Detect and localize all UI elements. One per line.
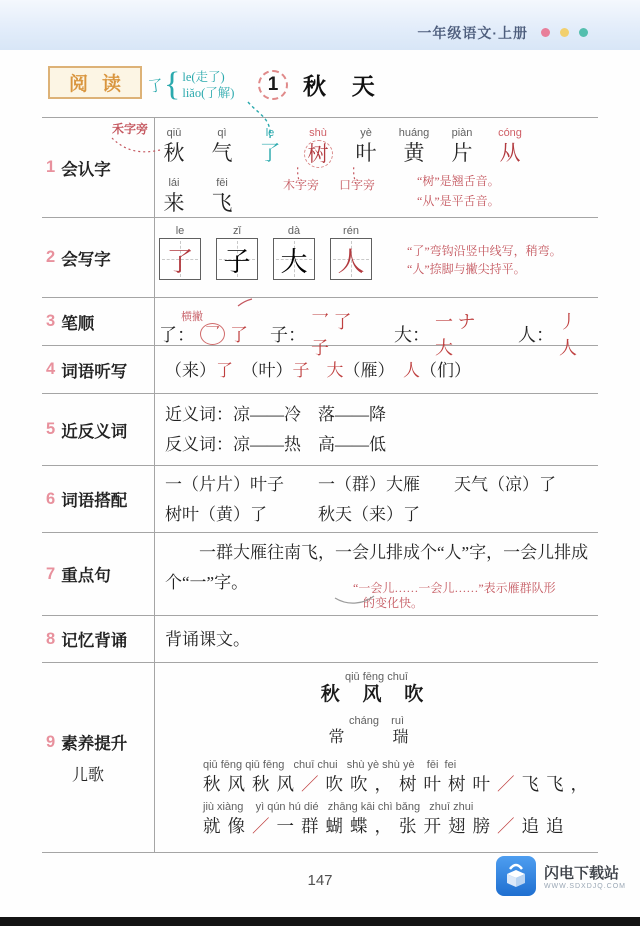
row-label: 记忆背诵 <box>61 632 128 650</box>
stanza-text: 秋风秋风／吹吹，树叶树叶／飞飞， <box>203 774 595 794</box>
row-number: 6 <box>46 489 56 508</box>
row-label: 重点句 <box>61 567 111 585</box>
row-number: 4 <box>46 360 56 378</box>
row-number: 2 <box>46 248 56 266</box>
radical-note-hezipang: 禾字旁 <box>111 122 148 136</box>
header-band <box>0 0 640 50</box>
stroke-sequence: 丿 人 <box>559 312 578 358</box>
summary-table <box>42 117 598 853</box>
title-annotation <box>148 66 234 104</box>
recite-task: 背诵课文。 <box>165 630 250 649</box>
row-content-cell <box>155 346 598 393</box>
row-label-cell <box>42 466 155 532</box>
stroke-group-le <box>159 311 249 347</box>
pinyin-char: yè 叶 <box>355 127 377 165</box>
stroke-head: 大： <box>394 325 431 345</box>
row-content-cell <box>155 118 598 217</box>
row-content-cell <box>155 466 598 532</box>
table-row <box>42 118 598 218</box>
collocation-line-1: 一（片片）叶子 一（群）大雁 天气（凉）了 <box>165 475 556 494</box>
pinyin-char: qiū 秋 <box>163 127 185 165</box>
row-label-cell <box>42 533 155 615</box>
stroke-name-label: 横撇 <box>181 311 203 323</box>
poem-author: 常 瑞 <box>328 729 425 746</box>
watermark-name: 闪电下载站 <box>543 865 619 882</box>
edition-label: 一年级语文·上册 <box>417 25 528 41</box>
synonyms-line: 近义词：凉——冷 落——降 <box>165 405 386 424</box>
write-char-box: le 了 <box>159 224 201 280</box>
dot-yellow <box>560 28 569 37</box>
pinyin-char: cóng 从 <box>498 127 522 165</box>
pinyin-char: qì 气 <box>211 127 233 165</box>
stanza-pinyin: qiū fēng qiū fēng chuī chui shù yè shù yè fēi fei <box>203 759 457 771</box>
table-row <box>42 466 598 533</box>
row-number: 7 <box>46 564 56 583</box>
pronunciation-tip-1: “树”是翘舌音。 <box>417 174 500 188</box>
stroke-head: 子： <box>270 325 307 345</box>
lesson-title-text: 秋 天 <box>303 74 385 99</box>
row-label-cell <box>42 298 155 345</box>
row-label-cell <box>42 663 155 852</box>
row-label: 会认字 <box>61 160 111 179</box>
table-row <box>42 346 598 394</box>
row-label: 素养提升 <box>61 735 128 753</box>
row-content-cell <box>155 394 598 465</box>
row-label: 笔顺 <box>61 314 95 333</box>
stroke-head: 人： <box>518 325 555 345</box>
poem-title: 秋 风 吹 <box>320 684 433 705</box>
row-content-cell <box>155 616 598 662</box>
reading-badge: 阅读 <box>48 66 142 99</box>
row-label: 词语听写 <box>61 362 128 381</box>
row-number: 1 <box>46 158 56 176</box>
bottom-bar <box>0 917 640 926</box>
row-label-cell <box>42 218 155 297</box>
page-number: 147 <box>307 872 333 889</box>
table-row <box>42 298 598 358</box>
lesson-title <box>258 68 385 101</box>
write-char-boxes <box>159 224 372 280</box>
stanza-pinyin: jiù xiàng yì qún hú dié zhāng kāi chì bǎng zhuī zhui <box>203 801 474 813</box>
row-content-cell <box>155 663 598 852</box>
pinyin-char: le 了 <box>259 127 281 165</box>
row-label-cell <box>42 346 155 393</box>
write-char-box: rén 人 <box>330 224 372 280</box>
poem-author-pinyin: cháng ruì <box>348 715 405 727</box>
row-number: 5 <box>46 420 56 438</box>
pinyin-char: piàn 片 <box>451 127 473 165</box>
table-row <box>42 616 598 663</box>
recognize-chars-line1 <box>159 126 525 168</box>
dictation-words: （来）了 （叶）子 大（雁） 人（们） <box>165 361 471 380</box>
recognize-chars-line2 <box>159 176 237 216</box>
writing-tip-2: “人”捺脚与撇尖持平。 <box>407 262 526 276</box>
table-row <box>42 533 598 616</box>
watermark-url: WWW.SDXDJQ.COM <box>543 883 626 890</box>
row-content-cell <box>155 533 598 615</box>
table-row <box>42 394 598 466</box>
radical-note-kouzipang: 口字旁 <box>339 178 376 192</box>
write-char-box: dà 大 <box>273 224 315 280</box>
poem-stanza-2 <box>203 801 571 839</box>
writing-tip-1: “了”弯钩沿竖中线写，稍弯。 <box>407 244 562 258</box>
row-number: 8 <box>46 629 56 648</box>
circled-first-stroke: 乛 <box>200 323 225 345</box>
antonyms-line: 反义词：凉——热 高——低 <box>165 435 386 454</box>
stroke-sequence: 了 <box>230 325 249 345</box>
stanza-text: 就像／一群蝴蝶，张开翅膀／追追 <box>203 816 571 836</box>
pronunciation-tip-2: “从”是平舌音。 <box>417 194 500 208</box>
pinyin-char: lái 来 <box>163 177 185 215</box>
watermark <box>496 856 626 896</box>
pinyin-char: fēi 飞 <box>211 177 233 215</box>
poem <box>155 671 598 839</box>
poem-title-pinyin: qiū fēng chuī <box>345 671 408 683</box>
row-label-cell <box>42 394 155 465</box>
row-content-cell <box>155 298 598 358</box>
dot-teal <box>579 28 588 37</box>
row-label: 近反义词 <box>61 422 128 441</box>
table-row <box>42 218 598 298</box>
annotation-line-1: le(走了) <box>182 70 225 84</box>
write-char-box: zǐ 子 <box>216 224 258 280</box>
header-dots <box>541 28 588 37</box>
poem-stanza-1 <box>203 759 595 797</box>
stroke-head: 了： <box>159 325 195 345</box>
collocation-line-2: 树叶（黄）了 秋天（来）了 <box>165 505 420 524</box>
stroke-sequence: 一 ナ 大 <box>435 312 476 358</box>
row-sublabel: 儿歌 <box>72 767 105 784</box>
table-row <box>42 663 598 853</box>
row-label-cell <box>42 616 155 662</box>
row-label-cell <box>42 118 155 217</box>
download-site-icon <box>496 856 536 896</box>
stroke-sequence: 乛 了 子 <box>311 312 352 358</box>
dot-pink <box>541 28 550 37</box>
pinyin-char: huáng 黄 <box>398 127 430 165</box>
row-content-cell <box>155 218 598 297</box>
key-sentence: 一群大雁往南飞，一会儿排成个“人”字，一会儿排成个“一”字。 <box>165 543 589 592</box>
row-number: 3 <box>46 312 56 330</box>
sentence-note-line-2: 的变化快。 <box>363 596 424 610</box>
row-label: 会写字 <box>61 250 111 269</box>
lesson-number-circle: 1 <box>258 70 288 100</box>
radical-note-muzipang: 木字旁 <box>283 178 320 192</box>
sentence-note-line-1: “一会儿……一会儿……”表示雁群队形 <box>353 581 556 595</box>
row-number: 9 <box>46 732 56 751</box>
annotation-char: 了 <box>147 77 165 96</box>
annotation-line-2: liǎo(了解) <box>182 86 235 100</box>
row-label: 词语搭配 <box>61 492 128 510</box>
brace-glyph: { <box>164 66 181 103</box>
pinyin-char: shù 树 <box>303 126 333 168</box>
